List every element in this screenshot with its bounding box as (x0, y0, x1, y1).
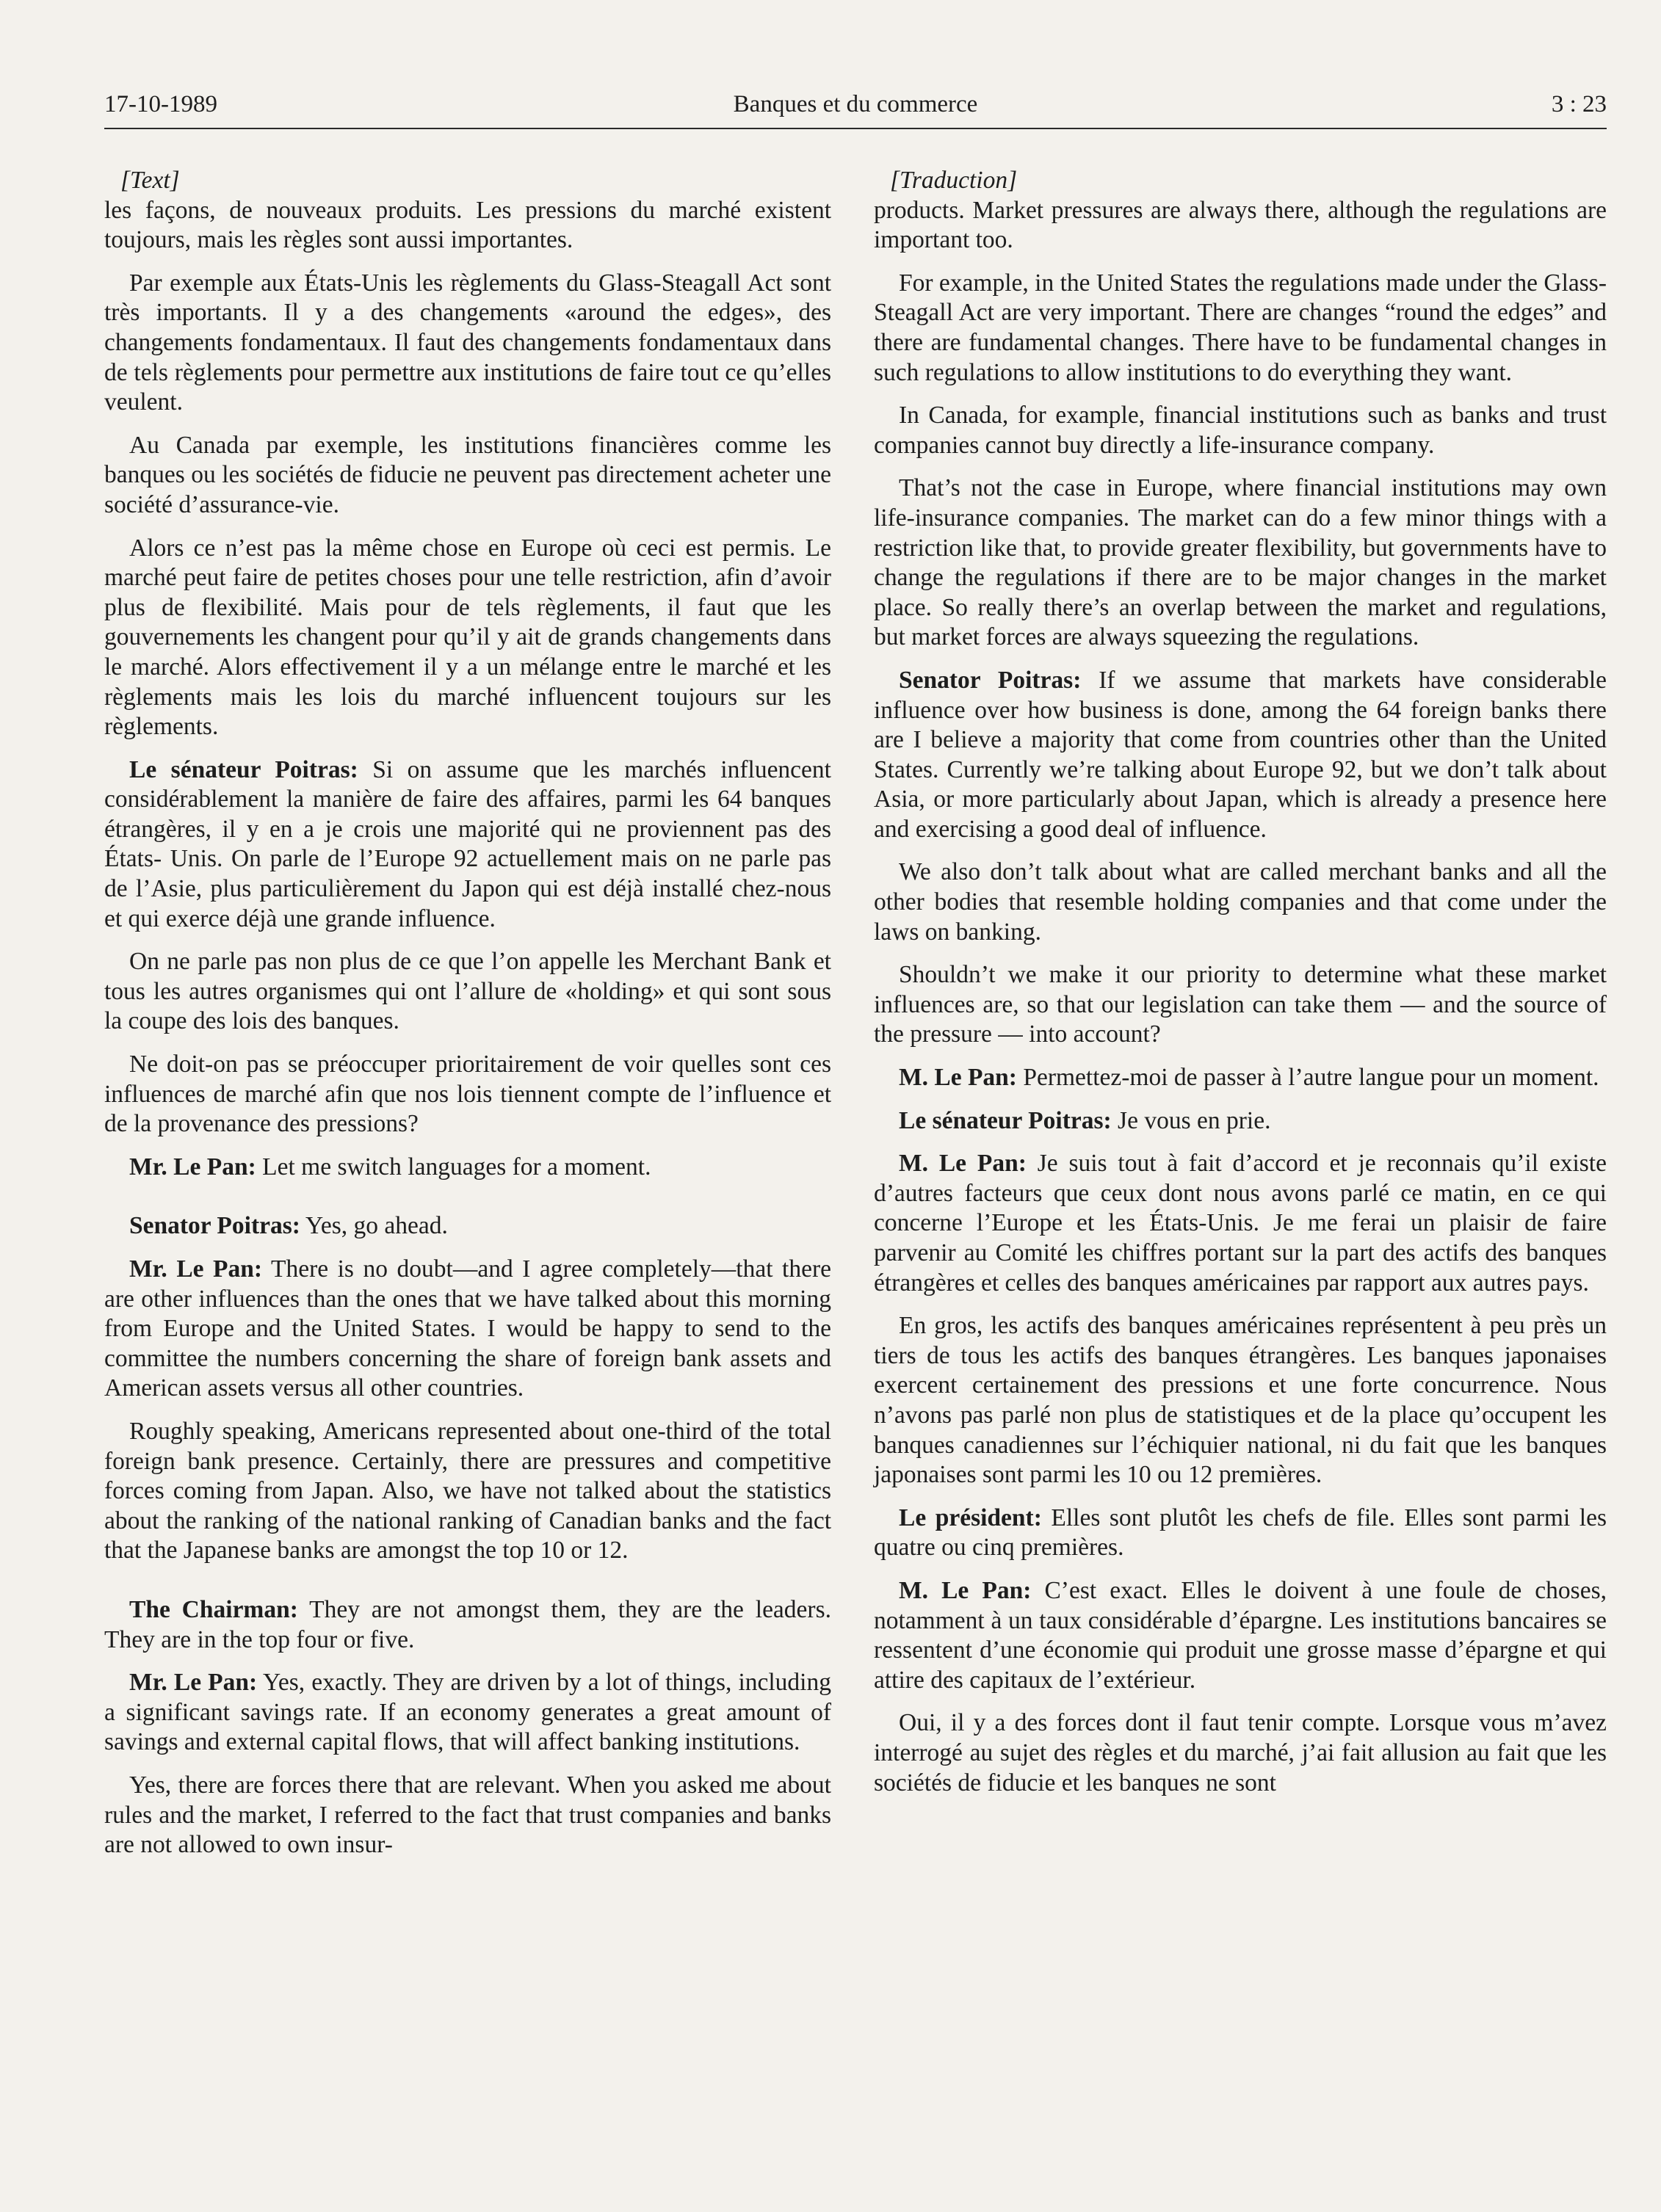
speaker-paragraph (874, 666, 1607, 845)
speech-text: Yes, exactly. They are driven by a lot of things, including a significant savings rate. If an economy generates a great amount of savings and external capital flows, that will affect banking institutions. (104, 1669, 831, 1756)
speech-text: Yes, go ahead. (300, 1212, 448, 1240)
paragraph: En gros, les actifs des banques américaines représentent à peu près un tiers de tous les actifs des banques étrangères. Les banques japonaises exercent certainement des pressions et une forte concurrence. Nous n’avons pas parlé non plus de statistiques et de la place qu’occupent les banques canadiennes sur l’échiquier national, ni du fait que les banques japonaises sont parmi les 10 ou 12 premières. (874, 1312, 1607, 1489)
paragraph: That’s not the case in Europe, where financial institutions may own life-insurance companies. The market can do a few minor things with a restriction like that, to provide greater flexibility, but governments have to change the regulations if there are to be major changes in the market place. So really there’s an overlap between the market and regulations, but market forces are always squeezing the regulations. (874, 474, 1607, 651)
paragraph: Roughly speaking, Americans represented about one-third of the total foreign bank presence. Certainly, there are pressures and competitive forces coming from Japan. Also, we have not talked about the statistics about the ranking of the national ranking of Canadian banks and the fact that the Japanese banks are amongst the top 10 or 12. (104, 1417, 831, 1564)
speech-text: If we assume that markets have considerable influence over how business is done, among the 64 foreign banks there are I believe a majority that come from countries other than the United States. Currently we’re talking about Europe 92, but we don’t talk about Asia, or more particularly about Japan, which is already a presence here and exercising a good deal of influence. (874, 666, 1607, 843)
header-page-number: 3 : 23 (1551, 91, 1607, 117)
left-column (104, 166, 831, 1874)
speaker-paragraph (874, 1106, 1607, 1136)
paragraph: For example, in the United States the regulations made under the Glass-Steagall Act are very important. There are changes “round the edges” and there are fundamental changes. There have to be fundamental changes in such regulations to allow institutions to do everything they want. (874, 269, 1607, 386)
speaker-paragraph (874, 1504, 1607, 1563)
paragraph: Par exemple aux États-Unis les règlements du Glass-Steagall Act sont très importants. Il y a des changements «around the edges», des changements fondamentaux. Il faut des changements fondamentaux dans de tels règlements pour permettre aux institutions de faire tout ce qu’elles veulent. (104, 269, 831, 416)
speech-text: Permettez-moi de passer à l’autre langue pour un moment. (1016, 1064, 1599, 1092)
speaker-name: Le président: (899, 1504, 1042, 1531)
speech-text: Si on assume que les marchés influencent considérablement la manière de faire des affaires, parmi les 64 banques étrangères, il y en a je crois une majorité qui ne proviennent pas des États- Unis. On parle de l’Europe 92 actuellement mais on ne parle pas de l’Asie, plus particulièrement du Japon qui est déjà installé chez-nous et qui exerce déjà une grande influence. (104, 755, 831, 932)
speaker-name: Mr. Le Pan: (129, 1255, 263, 1283)
paragraph: Yes, there are forces there that are relevant. When you asked me about rules and the market, I referred to the fact that trust companies and banks are not allowed to own insur- (104, 1771, 831, 1859)
column-marker: [Traduction] (890, 167, 1018, 194)
speaker-paragraph (104, 1211, 831, 1241)
speaker-paragraph (104, 755, 831, 935)
paragraph: We also don’t talk about what are called merchant banks and all the other bodies that resemble holding companies and that come under the laws on banking. (874, 858, 1607, 946)
speaker-paragraph (104, 1255, 831, 1404)
paragraph: In Canada, for example, financial institutions such as banks and trust companies cannot buy directly a life-insurance company. (874, 402, 1607, 459)
paragraph: Shouldn’t we make it our priority to determine what these market influences are, so that our legislation can take them — and the source of the pressure — into account? (874, 961, 1607, 1048)
speaker-name: Le sénateur Poitras: (129, 755, 358, 783)
header-date: 17-10-1989 (104, 91, 217, 117)
speech-text: Je vous en prie. (1111, 1106, 1271, 1134)
speaker-paragraph (874, 1149, 1607, 1298)
speech-text: Elles sont plutôt les chefs de file. Elles sont parmi les quatre ou cinq premières. (874, 1504, 1607, 1562)
paragraph: Alors ce n’est pas la même chose en Europe où ceci est permis. Le marché peut faire de petites choses pour une telle restriction, afin d’avoir plus de flexibilité. Mais pour de tels règlements, il faut que les gouvernements les changent pour qu’il y ait de grands changements dans le marché. Alors effectivement il y a un mélange entre le marché et les règlements mais les lois du marché influencent toujours sur les règlements. (104, 534, 831, 741)
speaker-name: M. Le Pan: (899, 1150, 1027, 1178)
speech-text: Let me switch languages for a moment. (256, 1153, 651, 1181)
paragraph: products. Market pressures are always there, although the regulations are important too. (874, 196, 1607, 254)
paragraph: Ne doit-on pas se préoccuper prioritairement de voir quelles sont ces influences de marché afin que nos lois tiennent compte de l’influence et de la provenance des pressions? (104, 1051, 831, 1138)
speaker-name: M. Le Pan: (899, 1064, 1017, 1092)
speech-text: Je suis tout à fait d’accord et je reconnais qu’il existe d’autres facteurs que ceux dont nous avons parlé ce matin, en ce qui concerne l’Europe et les États-Unis. Je me ferai un plaisir de faire parvenir au Comité les chiffres portant sur la part des actifs des banques étrangères et celles des banques américaines par rapport aux autres pays. (874, 1150, 1607, 1297)
speech-text: C’est exact. Elles le doivent à une foule de choses, notamment à un taux considérable d’épargne. Les institutions bancaires se ressentent d’une économie qui produit une grosse masse d’épargne et qui attire des capitaux de l’extérieur. (874, 1576, 1607, 1694)
speaker-paragraph (874, 1576, 1607, 1695)
speaker-name: The Chairman: (129, 1595, 298, 1623)
paragraph: On ne parle pas non plus de ce que l’on appelle les Merchant Bank et tous les autres organismes qui ont l’allure de «holding» et qui sont sous la coupe des lois des banques. (104, 948, 831, 1035)
header-title: Banques et du commerce (733, 91, 978, 117)
speaker-paragraph (104, 1153, 831, 1183)
speaker-name: Mr. Le Pan: (129, 1669, 258, 1697)
speaker-name: Senator Poitras: (899, 666, 1082, 694)
speaker-name: Le sénateur Poitras: (899, 1106, 1112, 1134)
speaker-paragraph (104, 1668, 831, 1758)
paragraph: Au Canada par exemple, les institutions financières comme les banques ou les sociétés de fiducie ne peuvent pas directement acheter une société d’assurance-vie. (104, 431, 831, 518)
speaker-paragraph (874, 1063, 1607, 1093)
speaker-paragraph (104, 1595, 831, 1655)
paragraph: les façons, de nouveaux produits. Les pressions du marché existent toujours, mais les règles sont aussi importantes. (104, 196, 831, 254)
column-marker: [Text] (120, 167, 180, 194)
page-header (104, 87, 1607, 129)
right-column (874, 166, 1607, 1811)
speaker-name: M. Le Pan: (899, 1576, 1032, 1604)
speech-text: They are not amongst them, they are the leaders. They are in the top four or five. (104, 1595, 831, 1653)
speaker-name: Senator Poitras: (129, 1212, 300, 1240)
speech-text: There is no doubt—and I agree completely—that there are other influences than the ones that we have talked about this morning from Europe and the United States. I would be happy to send to the committee the numbers concerning the share of foreign bank assets and American assets versus all other countries. (104, 1255, 831, 1402)
paragraph: Oui, il y a des forces dont il faut tenir compte. Lorsque vous m’avez interrogé au sujet des règles et du marché, j’ai fait allusion au fait que les sociétés de fiducie et les banques ne sont (874, 1709, 1607, 1796)
speaker-name: Mr. Le Pan: (129, 1153, 256, 1181)
